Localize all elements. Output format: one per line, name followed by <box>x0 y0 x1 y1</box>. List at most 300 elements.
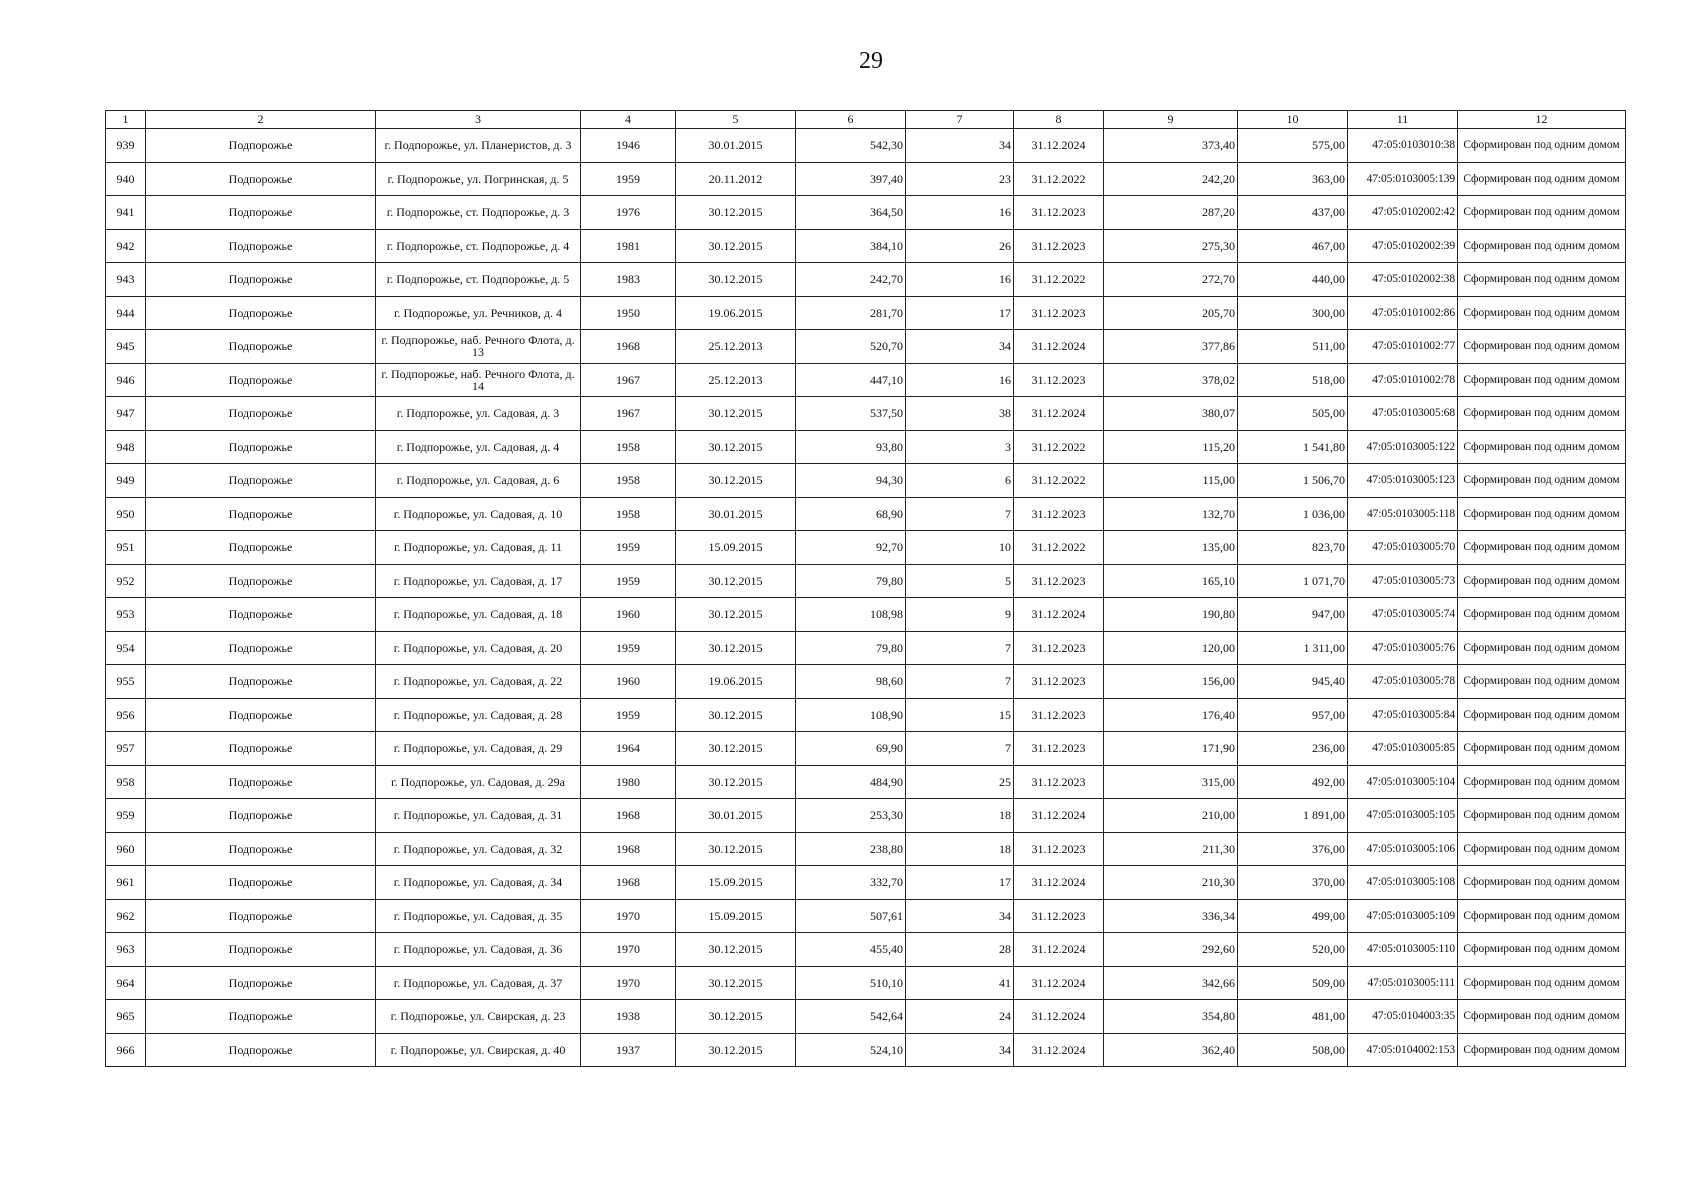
address-cell: г. Подпорожье, ул. Свирская, д. 23 <box>376 1000 581 1034</box>
area-cell: 332,70 <box>796 866 906 900</box>
deadline-cell: 31.12.2023 <box>1014 229 1104 263</box>
count-cell: 16 <box>906 196 1014 230</box>
date-cell: 30.01.2015 <box>676 129 796 163</box>
land-area-cell: 1 071,70 <box>1238 564 1348 598</box>
year-cell: 1958 <box>581 464 676 498</box>
count-cell: 5 <box>906 564 1014 598</box>
deadline-cell: 31.12.2024 <box>1014 1033 1104 1067</box>
column-header-9: 9 <box>1104 111 1238 129</box>
address-cell: г. Подпорожье, ст. Подпорожье, д. 4 <box>376 229 581 263</box>
area-cell: 69,90 <box>796 732 906 766</box>
area-cell: 542,30 <box>796 129 906 163</box>
count-cell: 7 <box>906 631 1014 665</box>
column-header-5: 5 <box>676 111 796 129</box>
row-number-cell: 948 <box>106 430 146 464</box>
count-cell: 25 <box>906 765 1014 799</box>
status-cell: Сформирован под одним домом <box>1458 765 1626 799</box>
settlement-cell: Подпорожье <box>146 1000 376 1034</box>
land-area-cell: 481,00 <box>1238 1000 1348 1034</box>
area-cell: 455,40 <box>796 933 906 967</box>
table-row <box>106 497 1626 531</box>
cadastral-number-cell: 47:05:0103010:38 <box>1348 129 1458 163</box>
row-number-cell: 958 <box>106 765 146 799</box>
year-cell: 1976 <box>581 196 676 230</box>
row-number-cell: 942 <box>106 229 146 263</box>
row-number-cell: 954 <box>106 631 146 665</box>
address-cell: г. Подпорожье, ул. Садовая, д. 36 <box>376 933 581 967</box>
date-cell: 30.01.2015 <box>676 799 796 833</box>
status-cell: Сформирован под одним домом <box>1458 698 1626 732</box>
row-number-cell: 947 <box>106 397 146 431</box>
land-area-cell: 492,00 <box>1238 765 1348 799</box>
year-cell: 1964 <box>581 732 676 766</box>
area-cell: 524,10 <box>796 1033 906 1067</box>
value-cell: 190,80 <box>1104 598 1238 632</box>
count-cell: 7 <box>906 665 1014 699</box>
cadastral-number-cell: 47:05:0103005:73 <box>1348 564 1458 598</box>
table-row <box>106 1033 1626 1067</box>
cadastral-number-cell: 47:05:0103005:84 <box>1348 698 1458 732</box>
value-cell: 135,00 <box>1104 531 1238 565</box>
table-row <box>106 330 1626 364</box>
settlement-cell: Подпорожье <box>146 631 376 665</box>
column-header-4: 4 <box>581 111 676 129</box>
deadline-cell: 31.12.2023 <box>1014 832 1104 866</box>
count-cell: 34 <box>906 129 1014 163</box>
status-cell: Сформирован под одним домом <box>1458 631 1626 665</box>
cadastral-number-cell: 47:05:0103005:111 <box>1348 966 1458 1000</box>
area-cell: 537,50 <box>796 397 906 431</box>
address-cell: г. Подпорожье, наб. Речного Флота, д. 14 <box>376 363 581 397</box>
date-cell: 30.12.2015 <box>676 1033 796 1067</box>
table-row <box>106 229 1626 263</box>
deadline-cell: 31.12.2022 <box>1014 430 1104 464</box>
date-cell: 30.12.2015 <box>676 229 796 263</box>
table-row <box>106 1000 1626 1034</box>
deadline-cell: 31.12.2024 <box>1014 966 1104 1000</box>
row-number-cell: 953 <box>106 598 146 632</box>
cadastral-number-cell: 47:05:0103005:109 <box>1348 899 1458 933</box>
area-cell: 507,61 <box>796 899 906 933</box>
table-row <box>106 598 1626 632</box>
date-cell: 20.11.2012 <box>676 162 796 196</box>
status-cell: Сформирован под одним домом <box>1458 598 1626 632</box>
date-cell: 30.12.2015 <box>676 933 796 967</box>
status-cell: Сформирован под одним домом <box>1458 665 1626 699</box>
status-cell: Сформирован под одним домом <box>1458 531 1626 565</box>
row-number-cell: 952 <box>106 564 146 598</box>
value-cell: 132,70 <box>1104 497 1238 531</box>
column-header-11: 11 <box>1348 111 1458 129</box>
deadline-cell: 31.12.2023 <box>1014 564 1104 598</box>
area-cell: 253,30 <box>796 799 906 833</box>
column-header-2: 2 <box>146 111 376 129</box>
table-row <box>106 363 1626 397</box>
value-cell: 378,02 <box>1104 363 1238 397</box>
table-row <box>106 531 1626 565</box>
value-cell: 176,40 <box>1104 698 1238 732</box>
address-cell: г. Подпорожье, ул. Садовая, д. 35 <box>376 899 581 933</box>
date-cell: 30.12.2015 <box>676 765 796 799</box>
count-cell: 10 <box>906 531 1014 565</box>
settlement-cell: Подпорожье <box>146 966 376 1000</box>
value-cell: 115,00 <box>1104 464 1238 498</box>
deadline-cell: 31.12.2023 <box>1014 196 1104 230</box>
status-cell: Сформирован под одним домом <box>1458 162 1626 196</box>
row-number-cell: 946 <box>106 363 146 397</box>
status-cell: Сформирован под одним домом <box>1458 397 1626 431</box>
area-cell: 384,10 <box>796 229 906 263</box>
date-cell: 19.06.2015 <box>676 296 796 330</box>
year-cell: 1938 <box>581 1000 676 1034</box>
date-cell: 15.09.2015 <box>676 899 796 933</box>
row-number-cell: 963 <box>106 933 146 967</box>
value-cell: 354,80 <box>1104 1000 1238 1034</box>
year-cell: 1968 <box>581 866 676 900</box>
cadastral-number-cell: 47:05:0103005:74 <box>1348 598 1458 632</box>
table-header <box>106 111 1626 129</box>
land-area-cell: 823,70 <box>1238 531 1348 565</box>
area-cell: 92,70 <box>796 531 906 565</box>
settlement-cell: Подпорожье <box>146 162 376 196</box>
address-cell: г. Подпорожье, ул. Садовая, д. 17 <box>376 564 581 598</box>
area-cell: 281,70 <box>796 296 906 330</box>
area-cell: 108,98 <box>796 598 906 632</box>
table-row <box>106 464 1626 498</box>
date-cell: 30.12.2015 <box>676 196 796 230</box>
date-cell: 30.12.2015 <box>676 698 796 732</box>
value-cell: 165,10 <box>1104 564 1238 598</box>
land-area-cell: 1 891,00 <box>1238 799 1348 833</box>
land-area-cell: 1 506,70 <box>1238 464 1348 498</box>
cadastral-number-cell: 47:05:0103005:110 <box>1348 933 1458 967</box>
deadline-cell: 31.12.2022 <box>1014 263 1104 297</box>
table-row <box>106 196 1626 230</box>
area-cell: 79,80 <box>796 564 906 598</box>
value-cell: 171,90 <box>1104 732 1238 766</box>
row-number-cell: 965 <box>106 1000 146 1034</box>
area-cell: 93,80 <box>796 430 906 464</box>
year-cell: 1958 <box>581 430 676 464</box>
deadline-cell: 31.12.2023 <box>1014 497 1104 531</box>
value-cell: 210,00 <box>1104 799 1238 833</box>
value-cell: 205,70 <box>1104 296 1238 330</box>
column-header-10: 10 <box>1238 111 1348 129</box>
address-cell: г. Подпорожье, ст. Подпорожье, д. 5 <box>376 263 581 297</box>
status-cell: Сформирован под одним домом <box>1458 832 1626 866</box>
cadastral-number-cell: 47:05:0101002:86 <box>1348 296 1458 330</box>
count-cell: 38 <box>906 397 1014 431</box>
date-cell: 30.12.2015 <box>676 598 796 632</box>
count-cell: 15 <box>906 698 1014 732</box>
status-cell: Сформирован под одним домом <box>1458 296 1626 330</box>
cadastral-number-cell: 47:05:0103005:122 <box>1348 430 1458 464</box>
cadastral-number-cell: 47:05:0103005:78 <box>1348 665 1458 699</box>
value-cell: 210,30 <box>1104 866 1238 900</box>
status-cell: Сформирован под одним домом <box>1458 129 1626 163</box>
row-number-cell: 945 <box>106 330 146 364</box>
land-area-cell: 945,40 <box>1238 665 1348 699</box>
date-cell: 30.12.2015 <box>676 263 796 297</box>
row-number-cell: 955 <box>106 665 146 699</box>
row-number-cell: 960 <box>106 832 146 866</box>
status-cell: Сформирован под одним домом <box>1458 1033 1626 1067</box>
address-cell: г. Подпорожье, ул. Речников, д. 4 <box>376 296 581 330</box>
area-cell: 108,90 <box>796 698 906 732</box>
land-area-cell: 1 541,80 <box>1238 430 1348 464</box>
row-number-cell: 949 <box>106 464 146 498</box>
settlement-cell: Подпорожье <box>146 430 376 464</box>
cadastral-number-cell: 47:05:0103005:105 <box>1348 799 1458 833</box>
settlement-cell: Подпорожье <box>146 665 376 699</box>
area-cell: 447,10 <box>796 363 906 397</box>
land-area-cell: 518,00 <box>1238 363 1348 397</box>
year-cell: 1946 <box>581 129 676 163</box>
date-cell: 25.12.2013 <box>676 363 796 397</box>
value-cell: 336,34 <box>1104 899 1238 933</box>
year-cell: 1981 <box>581 229 676 263</box>
deadline-cell: 31.12.2024 <box>1014 598 1104 632</box>
cadastral-number-cell: 47:05:0101002:77 <box>1348 330 1458 364</box>
area-cell: 510,10 <box>796 966 906 1000</box>
address-cell: г. Подпорожье, ул. Садовая, д. 20 <box>376 631 581 665</box>
value-cell: 242,20 <box>1104 162 1238 196</box>
settlement-cell: Подпорожье <box>146 397 376 431</box>
address-cell: г. Подпорожье, ул. Садовая, д. 22 <box>376 665 581 699</box>
table-row <box>106 296 1626 330</box>
cadastral-number-cell: 47:05:0102002:38 <box>1348 263 1458 297</box>
column-header-1: 1 <box>106 111 146 129</box>
table-row <box>106 765 1626 799</box>
count-cell: 16 <box>906 263 1014 297</box>
year-cell: 1968 <box>581 799 676 833</box>
count-cell: 17 <box>906 296 1014 330</box>
status-cell: Сформирован под одним домом <box>1458 330 1626 364</box>
settlement-cell: Подпорожье <box>146 832 376 866</box>
settlement-cell: Подпорожье <box>146 564 376 598</box>
area-cell: 238,80 <box>796 832 906 866</box>
date-cell: 30.12.2015 <box>676 397 796 431</box>
deadline-cell: 31.12.2023 <box>1014 899 1104 933</box>
land-area-cell: 363,00 <box>1238 162 1348 196</box>
row-number-cell: 959 <box>106 799 146 833</box>
land-area-cell: 300,00 <box>1238 296 1348 330</box>
row-number-cell: 957 <box>106 732 146 766</box>
column-header-12: 12 <box>1458 111 1626 129</box>
count-cell: 34 <box>906 1033 1014 1067</box>
count-cell: 23 <box>906 162 1014 196</box>
year-cell: 1970 <box>581 966 676 1000</box>
cadastral-number-cell: 47:05:0104002:153 <box>1348 1033 1458 1067</box>
year-cell: 1970 <box>581 933 676 967</box>
deadline-cell: 31.12.2024 <box>1014 330 1104 364</box>
land-area-cell: 499,00 <box>1238 899 1348 933</box>
settlement-cell: Подпорожье <box>146 296 376 330</box>
date-cell: 30.12.2015 <box>676 1000 796 1034</box>
row-number-cell: 962 <box>106 899 146 933</box>
area-cell: 242,70 <box>796 263 906 297</box>
year-cell: 1960 <box>581 665 676 699</box>
status-cell: Сформирован под одним домом <box>1458 732 1626 766</box>
status-cell: Сформирован под одним домом <box>1458 363 1626 397</box>
settlement-cell: Подпорожье <box>146 698 376 732</box>
settlement-cell: Подпорожье <box>146 598 376 632</box>
deadline-cell: 31.12.2024 <box>1014 397 1104 431</box>
row-number-cell: 941 <box>106 196 146 230</box>
land-area-cell: 520,00 <box>1238 933 1348 967</box>
year-cell: 1959 <box>581 698 676 732</box>
status-cell: Сформирован под одним домом <box>1458 1000 1626 1034</box>
count-cell: 16 <box>906 363 1014 397</box>
year-cell: 1968 <box>581 832 676 866</box>
date-cell: 30.01.2015 <box>676 497 796 531</box>
address-cell: г. Подпорожье, ул. Свирская, д. 40 <box>376 1033 581 1067</box>
value-cell: 272,70 <box>1104 263 1238 297</box>
status-cell: Сформирован под одним домом <box>1458 899 1626 933</box>
date-cell: 30.12.2015 <box>676 832 796 866</box>
land-area-cell: 440,00 <box>1238 263 1348 297</box>
cadastral-number-cell: 47:05:0103005:76 <box>1348 631 1458 665</box>
settlement-cell: Подпорожье <box>146 531 376 565</box>
settlement-cell: Подпорожье <box>146 765 376 799</box>
area-cell: 364,50 <box>796 196 906 230</box>
value-cell: 362,40 <box>1104 1033 1238 1067</box>
status-cell: Сформирован под одним домом <box>1458 933 1626 967</box>
value-cell: 156,00 <box>1104 665 1238 699</box>
land-area-cell: 509,00 <box>1238 966 1348 1000</box>
cadastral-number-cell: 47:05:0103005:108 <box>1348 866 1458 900</box>
cadastral-number-cell: 47:05:0103005:139 <box>1348 162 1458 196</box>
status-cell: Сформирован под одним домом <box>1458 564 1626 598</box>
table-row <box>106 698 1626 732</box>
settlement-cell: Подпорожье <box>146 229 376 263</box>
land-area-cell: 575,00 <box>1238 129 1348 163</box>
row-number-cell: 939 <box>106 129 146 163</box>
area-cell: 68,90 <box>796 497 906 531</box>
column-header-6: 6 <box>796 111 906 129</box>
table-body <box>106 129 1626 1067</box>
cadastral-number-cell: 47:05:0103005:68 <box>1348 397 1458 431</box>
land-area-cell: 376,00 <box>1238 832 1348 866</box>
area-cell: 79,80 <box>796 631 906 665</box>
count-cell: 41 <box>906 966 1014 1000</box>
cadastral-number-cell: 47:05:0102002:42 <box>1348 196 1458 230</box>
value-cell: 120,00 <box>1104 631 1238 665</box>
cadastral-number-cell: 47:05:0103005:104 <box>1348 765 1458 799</box>
date-cell: 15.09.2015 <box>676 866 796 900</box>
value-cell: 115,20 <box>1104 430 1238 464</box>
column-header-8: 8 <box>1014 111 1104 129</box>
year-cell: 1980 <box>581 765 676 799</box>
year-cell: 1967 <box>581 363 676 397</box>
row-number-cell: 951 <box>106 531 146 565</box>
settlement-cell: Подпорожье <box>146 263 376 297</box>
count-cell: 26 <box>906 229 1014 263</box>
page-number: 29 <box>859 48 883 74</box>
count-cell: 18 <box>906 799 1014 833</box>
table-row <box>106 162 1626 196</box>
address-cell: г. Подпорожье, ст. Подпорожье, д. 3 <box>376 196 581 230</box>
address-cell: г. Подпорожье, ул. Садовая, д. 29 <box>376 732 581 766</box>
count-cell: 3 <box>906 430 1014 464</box>
row-number-cell: 961 <box>106 866 146 900</box>
settlement-cell: Подпорожье <box>146 363 376 397</box>
status-cell: Сформирован под одним домом <box>1458 464 1626 498</box>
settlement-cell: Подпорожье <box>146 799 376 833</box>
value-cell: 211,30 <box>1104 832 1238 866</box>
cadastral-number-cell: 47:05:0104003:35 <box>1348 1000 1458 1034</box>
row-number-cell: 943 <box>106 263 146 297</box>
address-cell: г. Подпорожье, ул. Садовая, д. 11 <box>376 531 581 565</box>
year-cell: 1959 <box>581 631 676 665</box>
header-row <box>106 111 1626 129</box>
table-row <box>106 799 1626 833</box>
value-cell: 275,30 <box>1104 229 1238 263</box>
area-cell: 484,90 <box>796 765 906 799</box>
table-row <box>106 665 1626 699</box>
deadline-cell: 31.12.2023 <box>1014 732 1104 766</box>
row-number-cell: 940 <box>106 162 146 196</box>
cadastral-number-cell: 47:05:0103005:106 <box>1348 832 1458 866</box>
count-cell: 9 <box>906 598 1014 632</box>
settlement-cell: Подпорожье <box>146 330 376 364</box>
land-area-cell: 505,00 <box>1238 397 1348 431</box>
table-row <box>106 899 1626 933</box>
date-cell: 30.12.2015 <box>676 430 796 464</box>
status-cell: Сформирован под одним домом <box>1458 196 1626 230</box>
cadastral-number-cell: 47:05:0102002:39 <box>1348 229 1458 263</box>
date-cell: 15.09.2015 <box>676 531 796 565</box>
year-cell: 1970 <box>581 899 676 933</box>
value-cell: 342,66 <box>1104 966 1238 1000</box>
land-area-cell: 236,00 <box>1238 732 1348 766</box>
value-cell: 315,00 <box>1104 765 1238 799</box>
cadastral-number-cell: 47:05:0103005:70 <box>1348 531 1458 565</box>
land-area-cell: 1 036,00 <box>1238 497 1348 531</box>
deadline-cell: 31.12.2023 <box>1014 665 1104 699</box>
count-cell: 28 <box>906 933 1014 967</box>
address-cell: г. Подпорожье, ул. Погринская, д. 5 <box>376 162 581 196</box>
settlement-cell: Подпорожье <box>146 866 376 900</box>
address-cell: г. Подпорожье, ул. Садовая, д. 3 <box>376 397 581 431</box>
date-cell: 30.12.2015 <box>676 564 796 598</box>
settlement-cell: Подпорожье <box>146 497 376 531</box>
date-cell: 30.12.2015 <box>676 966 796 1000</box>
year-cell: 1959 <box>581 531 676 565</box>
land-area-cell: 467,00 <box>1238 229 1348 263</box>
count-cell: 7 <box>906 497 1014 531</box>
count-cell: 18 <box>906 832 1014 866</box>
deadline-cell: 31.12.2023 <box>1014 765 1104 799</box>
area-cell: 542,64 <box>796 1000 906 1034</box>
count-cell: 7 <box>906 732 1014 766</box>
status-cell: Сформирован под одним домом <box>1458 866 1626 900</box>
address-cell: г. Подпорожье, наб. Речного Флота, д. 13 <box>376 330 581 364</box>
date-cell: 25.12.2013 <box>676 330 796 364</box>
cadastral-number-cell: 47:05:0103005:123 <box>1348 464 1458 498</box>
deadline-cell: 31.12.2024 <box>1014 933 1104 967</box>
settlement-cell: Подпорожье <box>146 1033 376 1067</box>
settlement-cell: Подпорожье <box>146 464 376 498</box>
value-cell: 292,60 <box>1104 933 1238 967</box>
address-cell: г. Подпорожье, ул. Планеристов, д. 3 <box>376 129 581 163</box>
table-row <box>106 732 1626 766</box>
area-cell: 397,40 <box>796 162 906 196</box>
land-area-cell: 947,00 <box>1238 598 1348 632</box>
deadline-cell: 31.12.2024 <box>1014 1000 1104 1034</box>
settlement-cell: Подпорожье <box>146 196 376 230</box>
year-cell: 1950 <box>581 296 676 330</box>
